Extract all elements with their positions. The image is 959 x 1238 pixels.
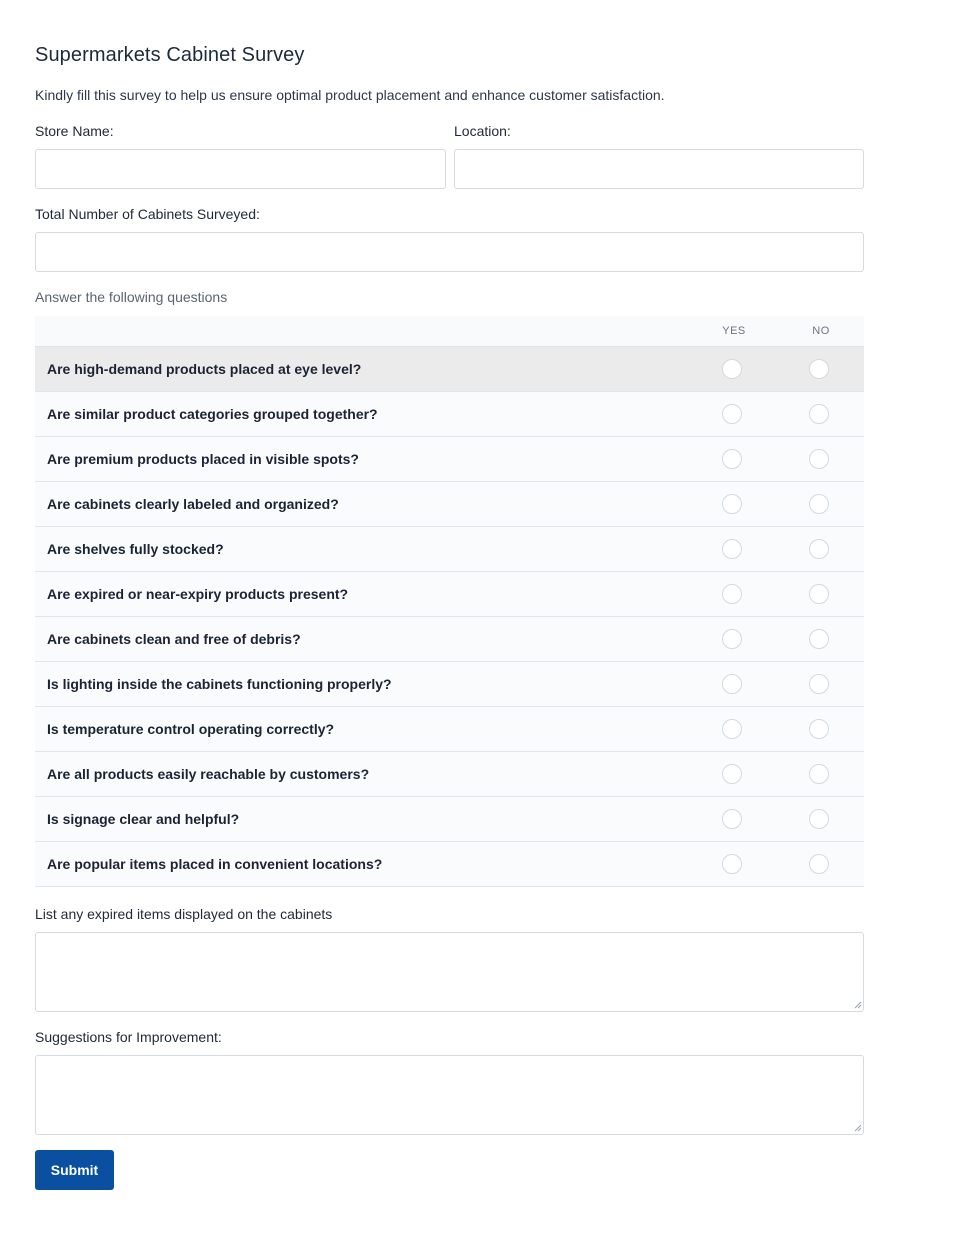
cabinets-label: Total Number of Cabinets Surveyed: bbox=[35, 206, 260, 222]
yes-radio[interactable] bbox=[722, 359, 742, 379]
question-label: Are similar product categories grouped together? bbox=[47, 406, 378, 422]
yes-radio[interactable] bbox=[722, 404, 742, 424]
question-row bbox=[35, 572, 864, 617]
question-row bbox=[35, 437, 864, 482]
submit-button[interactable]: Submit bbox=[35, 1150, 114, 1190]
yes-radio[interactable] bbox=[722, 629, 742, 649]
no-radio[interactable] bbox=[809, 584, 829, 604]
yes-radio[interactable] bbox=[722, 719, 742, 739]
yes-radio[interactable] bbox=[722, 539, 742, 559]
suggestions-textarea[interactable] bbox=[35, 1055, 864, 1135]
question-label: Are popular items placed in convenient locations? bbox=[47, 856, 383, 872]
question-label: Are high-demand products placed at eye level? bbox=[47, 361, 362, 377]
question-label: Are premium products placed in visible spots? bbox=[47, 451, 359, 467]
yes-radio[interactable] bbox=[722, 584, 742, 604]
question-row bbox=[35, 707, 864, 752]
page-title: Supermarkets Cabinet Survey bbox=[35, 44, 305, 66]
question-row bbox=[35, 842, 864, 887]
question-row bbox=[35, 617, 864, 662]
no-radio[interactable] bbox=[809, 764, 829, 784]
yes-radio[interactable] bbox=[722, 674, 742, 694]
question-label: Are cabinets clean and free of debris? bbox=[47, 631, 301, 647]
no-radio[interactable] bbox=[809, 449, 829, 469]
location-label: Location: bbox=[454, 123, 511, 139]
no-radio[interactable] bbox=[809, 359, 829, 379]
resize-grip-icon[interactable] bbox=[854, 1001, 862, 1009]
section-title: Answer the following questions bbox=[35, 289, 228, 305]
no-radio[interactable] bbox=[809, 494, 829, 514]
no-radio[interactable] bbox=[809, 629, 829, 649]
survey-intro: Kindly fill this survey to help us ensure optimal product placement and enhance customer satisfaction. bbox=[35, 87, 665, 103]
question-row bbox=[35, 347, 864, 392]
question-row bbox=[35, 482, 864, 527]
resize-grip-icon[interactable] bbox=[854, 1124, 862, 1132]
question-matrix bbox=[35, 316, 864, 887]
yes-radio[interactable] bbox=[722, 809, 742, 829]
question-label: Are shelves fully stocked? bbox=[47, 541, 224, 557]
expired-items-label: List any expired items displayed on the cabinets bbox=[35, 906, 333, 922]
cabinets-count-input[interactable] bbox=[35, 232, 864, 272]
no-column-header: NO bbox=[812, 325, 830, 337]
yes-radio[interactable] bbox=[722, 854, 742, 874]
no-radio[interactable] bbox=[809, 539, 829, 559]
question-label: Are all products easily reachable by customers? bbox=[47, 766, 370, 782]
no-radio[interactable] bbox=[809, 674, 829, 694]
yes-column-header: YES bbox=[722, 325, 746, 337]
question-row bbox=[35, 527, 864, 572]
no-radio[interactable] bbox=[809, 719, 829, 739]
no-radio[interactable] bbox=[809, 404, 829, 424]
yes-radio[interactable] bbox=[722, 764, 742, 784]
question-label: Is temperature control operating correctly? bbox=[47, 721, 335, 737]
suggestions-label: Suggestions for Improvement: bbox=[35, 1029, 222, 1045]
question-label: Are cabinets clearly labeled and organized? bbox=[47, 496, 339, 512]
matrix-header bbox=[35, 316, 864, 347]
expired-items-textarea[interactable] bbox=[35, 932, 864, 1012]
question-row bbox=[35, 797, 864, 842]
yes-radio[interactable] bbox=[722, 494, 742, 514]
location-input[interactable] bbox=[454, 149, 864, 189]
yes-radio[interactable] bbox=[722, 449, 742, 469]
question-row bbox=[35, 752, 864, 797]
no-radio[interactable] bbox=[809, 809, 829, 829]
question-row bbox=[35, 392, 864, 437]
question-row bbox=[35, 662, 864, 707]
question-label: Is lighting inside the cabinets functioning properly? bbox=[47, 676, 392, 692]
question-label: Are expired or near-expiry products present? bbox=[47, 586, 349, 602]
no-radio[interactable] bbox=[809, 854, 829, 874]
store-name-input[interactable] bbox=[35, 149, 446, 189]
store-name-label: Store Name: bbox=[35, 123, 114, 139]
question-label: Is signage clear and helpful? bbox=[47, 811, 240, 827]
